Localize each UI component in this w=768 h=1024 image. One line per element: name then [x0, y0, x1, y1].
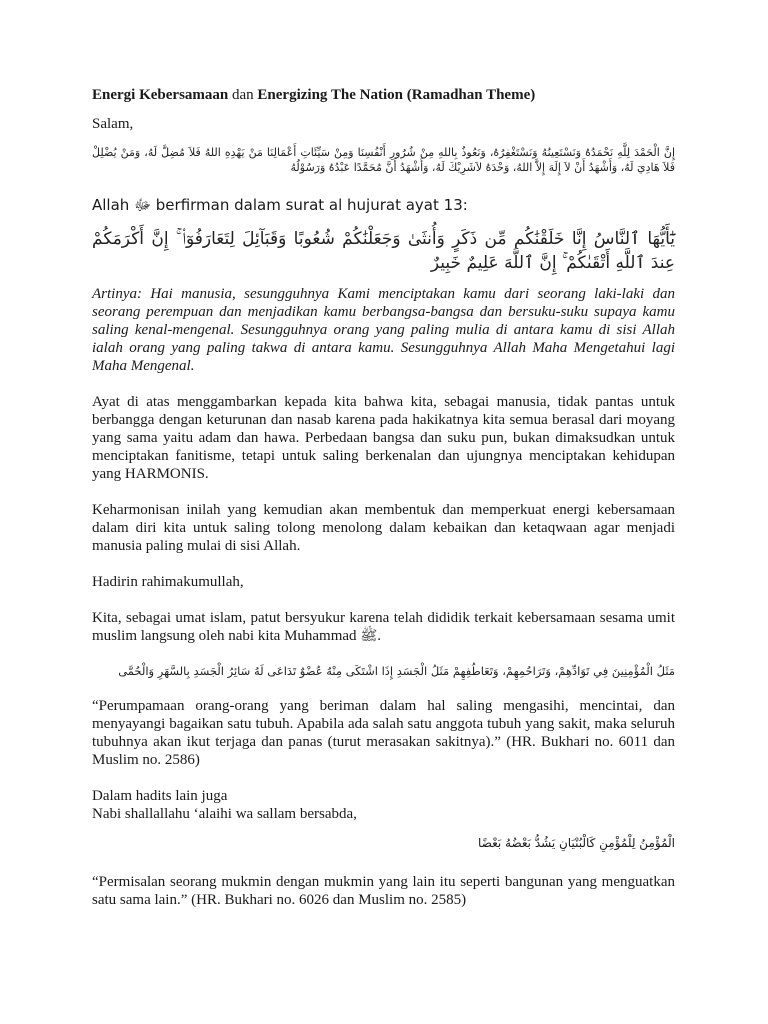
title-connector: dan [228, 87, 258, 103]
verse-introduction [92, 195, 675, 215]
allah-honorific-glyph: ﷻ [134, 196, 152, 214]
quran-verse-arabic: يَٰٓأَيُّهَا ٱلنَّاسُ إِنَّا خَلَقْنَٰكُم مِّن ذَكَرٍ وَأُنثَىٰ وَجَعَلْنَٰكُمْ شُعُوبًا وَقَبَآئِلَ لِتَعَارَفُوٓا۟ ۚ إِنَّ أَكْرَمَكُمْ عِندَ ٱللَّهِ أَتْقَىٰكُمْ ۚ إِنَّ ٱللَّهَ عَلِيمٌ خَبِيرٌ [92, 229, 675, 273]
paragraph-togetherness: Keharmonisan inilah yang kemudian akan membentuk dan memperkuat energi kebersamaan dalam diri kita untuk saling tolong menolong dalam kebaikan dan ketaqwaan agar menjadi manusia paling mulai di sisi Allah. [92, 502, 675, 554]
arabic-opening-prayer: إِنَّ الْحَمْدَ لِلَّهِ نَحْمَدُهُ وَنَسْتَعِينُهُ وَنَسْتَغْفِرُهُ، وَنَعُوذُ بِاللهِ مِنْ شُرُورِ أَنْفُسِنَا وَمِنْ سَيِّئَاتِ أَعْمَالِنَا مَنْ يَهْدِهِ اللهُ فَلاَ مُضِلَّ لَهُ، وَمَنْ يُضْلِلْ فَلاَ هَادِيَ لَهُ، وَأَشْهَدُ أَنْ لاَ إِلَهَ إِلاَّ اللهُ، وَحْدَهُ لاَشَرِيْكَ لَهُ، وَأَشْهَدُ أَنَّ مُحَمَّدًا عَبْدُهُ وَرَسُوْلُهُ [92, 146, 675, 174]
paragraph-gratitude-end: . [377, 628, 381, 644]
intro-prefix: Allah [92, 196, 135, 214]
hadith-1-translation: “Perumpamaan orang-orang yang beriman dalam hal saling mengasihi, mencintai, dan menyayangi bagaikan satu tubuh. Apabila ada salah satu anggota tubuh yang sakit, maka seluruh tubuhnya akan ikut terjaga dan panas (turut merasakan sakitnya).” (HR. Bukhari no. 6011 dan Muslim no. 2586) [92, 698, 675, 768]
title-part-2: Energizing The Nation (Ramadhan Theme) [257, 87, 536, 103]
hadith-2-intro-line-2: Nabi shallallahu ‘alaihi wa sallam bersabda, [92, 806, 357, 822]
paragraph-harmony: Ayat di atas menggambarkan kepada kita bahwa kita, sebagai manusia, tidak pantas untuk berbangga dengan keturunan dan nasab karena pada hakikatnya kita semua berasal dari moyang yang sama yaitu adam dan hawa. Perbedaan bangsa dan suku pun, bukan dimaksudkan untuk menciptakan fanitisme, tetapi untuk saling berkenalan dan ujungnya menciptakan kehidupan yang HARMONIS. [92, 394, 675, 482]
document-page [92, 84, 675, 909]
greeting: Salam, [92, 116, 134, 132]
address-audience: Hadirin rahimakumullah, [92, 574, 244, 590]
title-part-1: Energi Kebersamaan [92, 87, 229, 103]
hadith-2-intro-line-1: Dalam hadits lain juga [92, 788, 228, 804]
paragraph-gratitude [92, 609, 675, 645]
hadith-2-arabic: الْمُؤْمِنُ لِلْمُؤْمِنِ كَالْبُنْيَانِ يَشُدُّ بَعْضُهُ بَعْضًا [478, 836, 675, 850]
hadith-1-arabic: مَثَلُ الْمُؤْمِنِينَ فِي تَوَادِّهِمْ، وَتَرَاحُمِهِمْ، وَتَعَاطُفِهِمْ مَثَلُ الْجَسَدِ إِذَا اشْتَكَى مِنْهُ عُضْوٌ تَدَاعَى لَهُ سَائِرُ الْجَسَدِ بِالسَّهَرِ وَالْحُمَّى [118, 664, 675, 678]
verse-translation: Artinya: Hai manusia, sesungguhnya Kami menciptakan kamu dari seorang laki-laki dan seorang perempuan dan menjadikan kamu berbangsa-bangsa dan bersuku-suku supaya kamu saling kenal-mengenal. Sesungguhnya orang yang paling mulia di antara kamu di sisi Allah ialah orang yang paling takwa di antara kamu. Sesungguhnya Allah Maha Mengetahui lagi Maha Mengenal. [92, 286, 675, 374]
intro-suffix: berfirman dalam surat al hujurat ayat 13: [151, 196, 468, 214]
paragraph-gratitude-text: Kita, sebagai umat islam, patut bersyukur karena telah dididik terkait kebersamaan sesama umit muslim langsung oleh nabi kita Muhammad [92, 610, 675, 644]
hadith-2-translation: “Permisalan seorang mukmin dengan mukmin yang lain itu seperti bangunan yang menguatkan satu sama lain.” (HR. Bukhari no. 6026 dan Muslim no. 2585) [92, 874, 675, 908]
prophet-honorific-glyph: ﷺ [360, 628, 378, 644]
document-title [92, 84, 675, 106]
